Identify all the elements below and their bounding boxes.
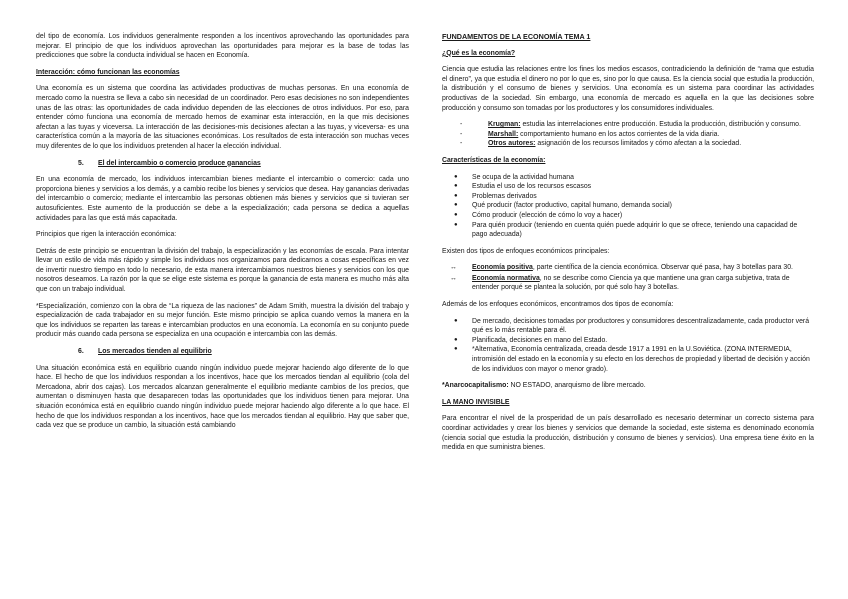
term: *Anarcocapitalismo: xyxy=(442,382,509,390)
list-item-text: Para quién producir (teniendo en cuenta quién puede adquirir lo que se ofrece, teniendo una capacidad de pago adecuada) xyxy=(472,221,798,239)
dash-marker: - xyxy=(460,140,463,148)
paragraph: Además de los enfoques económicos, encontramos dos tipos de economía: xyxy=(442,301,674,309)
bullet-icon: ● xyxy=(454,221,458,228)
numbered-heading-5 xyxy=(78,159,409,169)
paragraph: Ciencia que estudia las relaciones entre los fines los medios escasos, contradiciendo la definición de “rama que estudia el dinero”, ya que estudia el dinero no por lo que es, sino por lo que causa. Es la ciencia social que estudia la producción, la distribución y el consumo de bienes y servicios. Una economía es un sistema para coordinar las actividades productivas de la sociedad. Sin embargo, una economía de mercado es aquella en la que las decisiones sobre producción y consumo son tomadas por los productores y los consumidores individuales. xyxy=(442,66,814,112)
bullet-icon: ● xyxy=(454,336,458,343)
paragraph: Una economía es un sistema que coordina las actividades productivas de muchas personas. En una economía de mercado como la nuestra se lleva a cabo sin necesidad de un coordinador. Pero esas decisiones no son independientes unas de las otras: las oportunidades de cada individuo dependen de las elecciones de otros individuos. Por eso, para entender cómo funciona una economía de mercado hemos de examinar esta interacción, en la que mis decisiones afectan a las tuyas y viceversa. La interacción de las decisiones-mis decisiones afectan a las tuyas, y viceversa- es una característica común a la mayoría de las situaciones económicas. Los resultados de esta interacción son muchas veces muy diferentes de lo que los individuos pretenden al hacer la elección individual. xyxy=(36,85,409,150)
list-item xyxy=(442,192,814,202)
definition: , no se describe como Ciencia ya que mantiene una gran carga subjetiva, trata de entender porqué se plantea la solución, por qué solo hay 3 botellas. xyxy=(472,274,790,292)
double-arrow-icon: ↔ xyxy=(450,264,457,272)
definition: asignación de los recursos limitados y cómo afectan a la sociedad. xyxy=(535,140,742,148)
list-item xyxy=(442,120,814,130)
dash-marker: - xyxy=(460,121,463,129)
list-item-text: *Alternativa, Economía centralizada, creada desde 1917 a 1991 en la U.Soviética. (ZONA INTERMEDIA, intromisión del estado en la economía y su efecto en los derechos de propiedad y libertad de decisión y acción de los individuos con mayor o menor grado). xyxy=(472,346,810,373)
paragraph: En una economía de mercado, los individuos intercambian bienes mediante el intercambio o comercio: cada uno proporciona bienes y servicios a los demás, y a cambio recibe los bienes y servicios que desea. Hay ganancias derivadas del intercambio o comercio; mediante el intercambio las personas obtienen más bienes y servicios que si tuvieran ser autosuficientes. Este aumento de la producción se debe a la especialización; cada persona se dedica a aquellas actividades para las que está más capacitada. xyxy=(36,176,409,222)
bullet-icon: ● xyxy=(454,192,458,199)
definition: NO ESTADO, anarquismo de libre mercado. xyxy=(508,382,646,390)
section-heading: Interacción: cómo funcionan las economías xyxy=(36,68,180,76)
list-item xyxy=(442,336,814,346)
section-heading: LA MANO INVISIBLE xyxy=(442,398,510,406)
list-item xyxy=(442,274,814,293)
list-item-text: Planificada, decisiones en mano del Estado. xyxy=(472,336,608,344)
approaches-list xyxy=(442,263,814,293)
list-item-text: Estudia el uso de los recursos escasos xyxy=(472,183,592,191)
heading-title: Los mercados tienden al equilibrio xyxy=(98,348,212,356)
paragraph: Principios que rigen la interacción económica: xyxy=(36,231,177,239)
list-item xyxy=(442,221,814,240)
list-item xyxy=(442,173,814,183)
term: Marshall: xyxy=(488,130,519,138)
list-item xyxy=(442,317,814,336)
economy-types-list xyxy=(442,317,814,375)
term: Krugman: xyxy=(488,121,521,129)
definition: , parte científica de la ciencia económica. Observar qué pasa, hay 3 botellas para 30. xyxy=(532,264,793,272)
paragraph: Detrás de este principio se encuentran la división del trabajo, la especialización y las economías de escala. Para intentar llevar un estilo de vida más rápido y simple los individuos nos organizamos para dedicarnos a cosas específicas en vez de invertir nuestro tiempo en todo lo necesario, de esta manera intercambiamos nuestros bienes y servicios con los que nosotros deseamos. La razón por la que se elige este sistema es porque la ganancia de esta manera es mucho más alta que con un trabajo individual. xyxy=(36,247,409,294)
bullet-icon: ● xyxy=(454,211,458,218)
paragraph: Una situación económica está en equilibrio cuando ningún individuo puede mejorar haciendo algo diferente de lo que hace. El hecho de que los individuos respondan a los incentivos, hace que los mercados tiendan al equilibrio (cola del Mercadona, abrir dos cajas). Los mercados alcanzan generalmente el equilibrio mediante cambios de los precios, que aumentan o disminuyen hasta que desaparecen todas las oportunidades que los individuos tienen para mejorar. Una situación económica está en equilibrio cuando ningún individuo puede mejorar haciendo algo diferente a lo que hace. El hecho de que los individuos respondan a los incentivos, hace que los mercados tiendan al equilibrio. Hay que saber que, cada vez que se produce un cambio, la situación está cambiando xyxy=(36,364,409,430)
list-item xyxy=(442,263,814,273)
right-column xyxy=(442,32,814,460)
double-arrow-icon: ↔ xyxy=(450,274,457,282)
characteristics-list xyxy=(442,173,814,240)
definition: estudia las interrelaciones entre producción. Estudia la producción, distribución y consumo. xyxy=(520,121,801,129)
section-heading: ¿Qué es la economía? xyxy=(442,49,516,57)
list-item xyxy=(442,182,814,192)
list-item xyxy=(442,130,814,140)
paragraph: *Especialización, comienzo con la obra de “La riqueza de las naciones” de Adam Smith, muestra la división del trabajo y especialización de cada trabajador en su mejor función. Este mismo principio se aplica cuando vemos la manera en la que los individuos se reparten las tareas e intercambian productos en una economía. La economía en su conjunto puede producir más cuando cada persona se especializa en una ocupación e intercambia con las demás. xyxy=(36,302,409,339)
paragraph: Existen dos tipos de enfoques económicos principales: xyxy=(442,247,610,255)
list-item-text: Qué producir (factor productivo, capital humano, demanda social) xyxy=(472,202,672,210)
heading-title: El del intercambio o comercio produce ganancias xyxy=(98,159,261,167)
list-item-text: Se ocupa de la actividad humana xyxy=(472,173,574,181)
dash-marker: - xyxy=(460,130,463,138)
heading-number: 5. xyxy=(78,159,84,167)
term: Economía normativa xyxy=(472,274,540,282)
list-item xyxy=(442,139,814,149)
list-item-text: De mercado, decisiones tomadas por productores y consumidores descentralizadamente, cada productor verá qué es lo más rentable para él. xyxy=(472,317,810,335)
section-heading: Características de la economía: xyxy=(442,156,546,164)
bullet-icon: ● xyxy=(454,173,458,180)
list-item xyxy=(442,201,814,211)
list-item-text: Problemas derivados xyxy=(472,192,537,200)
heading-number: 6. xyxy=(78,348,84,356)
term: Economía positiva xyxy=(472,264,533,272)
paragraph: del tipo de economía. Los individuos generalmente responden a los incentivos aprovechando las oportunidades para mejorar. El principio de que los individuos aprovechan las oportunidades para mejorar es la base de todas las predicciones que sobre la conducta individual se hacen en Economía. xyxy=(36,33,409,60)
list-item xyxy=(442,211,814,221)
left-column xyxy=(36,32,409,438)
bullet-icon: ● xyxy=(454,317,458,324)
bullet-icon: ● xyxy=(454,346,458,353)
paragraph: Para encontrar el nivel de la prosperidad de un país desarrollado es necesario determinar un correcto sistema para coordinar actividades y crear los bienes y servicios que demande la sociedad, este sistema es denominado economía (ciencia social que estudia la producción, distribución y consumo de bienes y servicios). Una empresa tiene éxito en la medida en que suministra bienes. xyxy=(442,415,814,452)
definition: comportamiento humano en los actos corrientes de la vida diaria. xyxy=(518,130,720,138)
numbered-heading-6 xyxy=(78,347,409,357)
term: Otros autores: xyxy=(488,140,536,148)
document-title: FUNDAMENTOS DE LA ECONOMÍA TEMA 1 xyxy=(442,32,591,41)
list-item-text: Cómo producir (elección de cómo lo voy a hacer) xyxy=(472,211,623,219)
list-item xyxy=(442,345,814,374)
bullet-icon: ● xyxy=(454,183,458,190)
definitions-list xyxy=(442,120,814,149)
anarcocapitalism-note xyxy=(442,381,814,391)
bullet-icon: ● xyxy=(454,202,458,209)
